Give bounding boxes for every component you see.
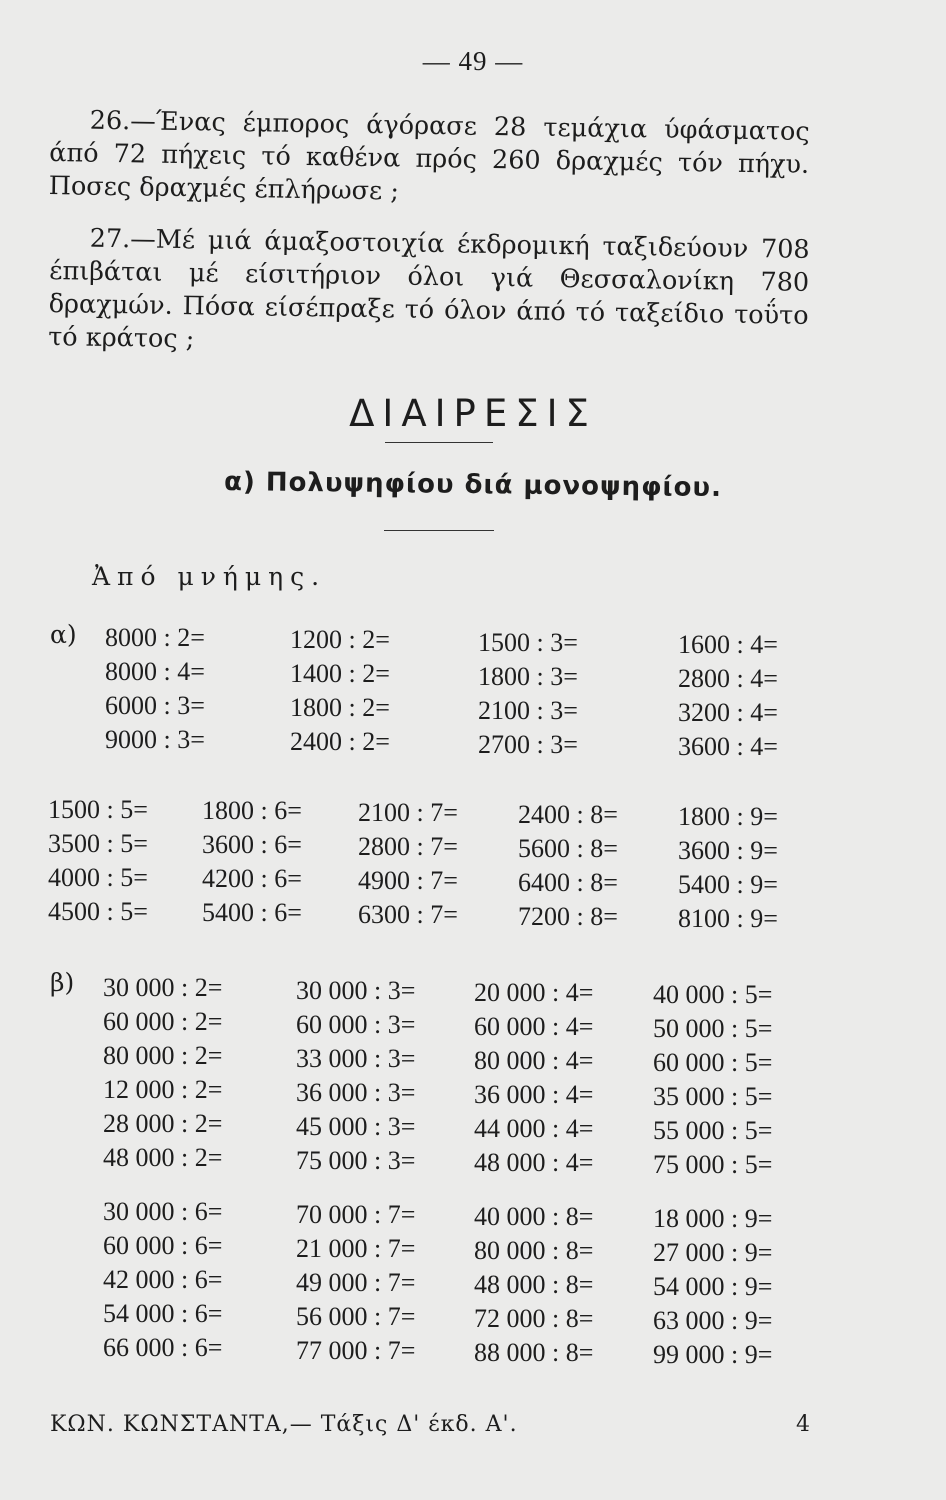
division-exercise: 30 000 : 3= [296,975,416,1005]
division-exercise: 7200 : 8= [518,902,618,932]
division-exercise: 1400 : 2= [290,659,390,689]
division-exercise: 66 000 : 6= [103,1333,223,1363]
division-exercise: 70 000 : 7= [296,1199,416,1229]
division-exercise: 48 000 : 4= [474,1147,594,1177]
division-exercise: 1500 : 5= [48,794,148,824]
division-exercise: 8000 : 2= [105,623,205,653]
division-exercise: 3500 : 5= [48,828,148,858]
division-exercise: 6300 : 7= [358,900,458,930]
division-exercise: 36 000 : 4= [474,1079,594,1109]
division-exercise: 4000 : 5= [48,862,148,892]
division-exercise: 88 000 : 8= [474,1337,594,1367]
division-exercise: 80 000 : 4= [474,1045,594,1075]
division-exercise: 1600 : 4= [678,630,778,660]
division-exercise: 3600 : 9= [678,836,778,866]
division-exercise: 56 000 : 7= [296,1301,416,1331]
division-exercise: 8100 : 9= [678,904,778,934]
division-exercise: 60 000 : 3= [296,1009,416,1039]
division-exercise: 80 000 : 2= [103,1041,223,1071]
division-exercise: 60 000 : 6= [103,1231,223,1261]
division-exercise: 5400 : 9= [678,870,778,900]
division-exercise: 20 000 : 4= [474,977,594,1007]
division-exercise: 42 000 : 6= [103,1265,223,1295]
division-exercise: 9000 : 3= [105,725,205,755]
subsection-heading: α) Πολυψηφίου διά μονοψηφίου. [223,466,723,504]
division-exercise: 45 000 : 3= [296,1111,416,1141]
problem-text: —Ένας έμπορος άγόρασε 28 τεμάχια ύφάσματος άπό 72 πήχεις τό καθένα πρός 260 δραχμές τόν πήχυ. Ποσες δραχμές έπλήρωσε ; [48,106,810,207]
group-label: β) [50,968,75,997]
division-exercise: 35 000 : 5= [653,1081,773,1111]
mental-arithmetic-label: Ἀπό μνήμης. [92,562,327,591]
division-exercise: 60 000 : 4= [474,1011,594,1041]
division-exercise: 6000 : 3= [105,691,205,721]
heading-rule [385,442,493,443]
division-exercise: 1800 : 2= [290,693,390,723]
division-exercise: 33 000 : 3= [296,1043,416,1073]
subheading-rule [384,530,494,531]
division-exercise: 54 000 : 6= [103,1299,223,1329]
division-exercise: 44 000 : 4= [474,1113,594,1143]
division-exercise: 8000 : 4= [105,657,205,687]
problem-27 [48,222,810,366]
group-label: α) [50,620,77,649]
division-exercise: 2800 : 4= [678,664,778,694]
division-exercise: 63 000 : 9= [653,1305,773,1335]
division-exercise: 30 000 : 2= [103,973,223,1003]
problem-text: —Μέ μιά άμαξοστοιχία έκδρομική ταξιδεύουν 708 έπιβάται μέ είσιτήριον όλοι γιά Θεσσαλονίκη 780 δραχμών. Πόσα είσέπραξε τό όλον άπό τό ταξείδιο τοΰτο τό κράτος ; [47,224,810,355]
division-exercise: 36 000 : 3= [296,1077,416,1107]
division-exercise: 1800 : 9= [678,802,778,832]
division-exercise: 1500 : 3= [478,627,578,657]
division-exercise: 40 000 : 8= [474,1201,594,1231]
division-exercise: 80 000 : 8= [474,1235,594,1265]
division-exercise: 30 000 : 6= [103,1197,223,1227]
division-exercise: 4900 : 7= [358,866,458,896]
division-exercise: 12 000 : 2= [103,1075,223,1105]
division-exercise: 4200 : 6= [202,864,302,894]
division-exercise: 6400 : 8= [518,868,618,898]
division-exercise: 27 000 : 9= [653,1237,773,1267]
division-exercise: 49 000 : 7= [296,1267,416,1297]
division-exercise: 3200 : 4= [678,698,778,728]
division-exercise: 2100 : 7= [358,798,458,828]
division-exercise: 60 000 : 5= [653,1047,773,1077]
division-exercise: 2800 : 7= [358,832,458,862]
division-exercise: 28 000 : 2= [103,1109,223,1139]
division-exercise: 99 000 : 9= [653,1339,773,1369]
division-exercise: 5400 : 6= [202,898,302,928]
division-exercise: 2100 : 3= [478,695,578,725]
division-exercise: 4500 : 5= [48,896,148,926]
division-exercise: 5600 : 8= [518,834,618,864]
division-exercise: 60 000 : 2= [103,1007,223,1037]
division-exercise: 40 000 : 5= [653,979,773,1009]
division-exercise: 21 000 : 7= [296,1233,416,1263]
division-exercise: 54 000 : 9= [653,1271,773,1301]
problem-number: 26. [89,105,131,137]
division-exercise: 75 000 : 5= [653,1149,773,1179]
division-exercise: 77 000 : 7= [296,1335,416,1365]
division-exercise: 75 000 : 3= [296,1145,416,1175]
division-exercise: 3600 : 6= [202,830,302,860]
division-exercise: 1800 : 3= [478,661,578,691]
division-exercise: 72 000 : 8= [474,1303,594,1333]
division-exercise: 2400 : 2= [290,727,390,757]
division-exercise: 48 000 : 8= [474,1269,594,1299]
division-exercise: 1200 : 2= [290,625,390,655]
division-exercise: 2400 : 8= [518,800,618,830]
division-exercise: 1800 : 6= [202,796,302,826]
division-exercise: 48 000 : 2= [103,1143,223,1173]
division-exercise: 3600 : 4= [678,732,778,762]
problem-number: 27. [89,223,131,255]
footer-author: ΚΩΝ. ΚΩΝΣΤΑΝΤΑ,— Τάξις Δ' έκδ. Α'. [50,1412,518,1437]
division-exercise: 50 000 : 5= [653,1013,773,1043]
problem-26 [48,104,809,215]
division-exercise: 18 000 : 9= [653,1203,773,1233]
section-heading: ΔΙΑΙΡΕΣΙΣ [349,392,597,435]
division-exercise: 55 000 : 5= [653,1115,773,1145]
division-exercise: 2700 : 3= [478,729,578,759]
page-number: — 49 — [422,46,524,76]
footer-signature-mark: 4 [796,1412,810,1437]
